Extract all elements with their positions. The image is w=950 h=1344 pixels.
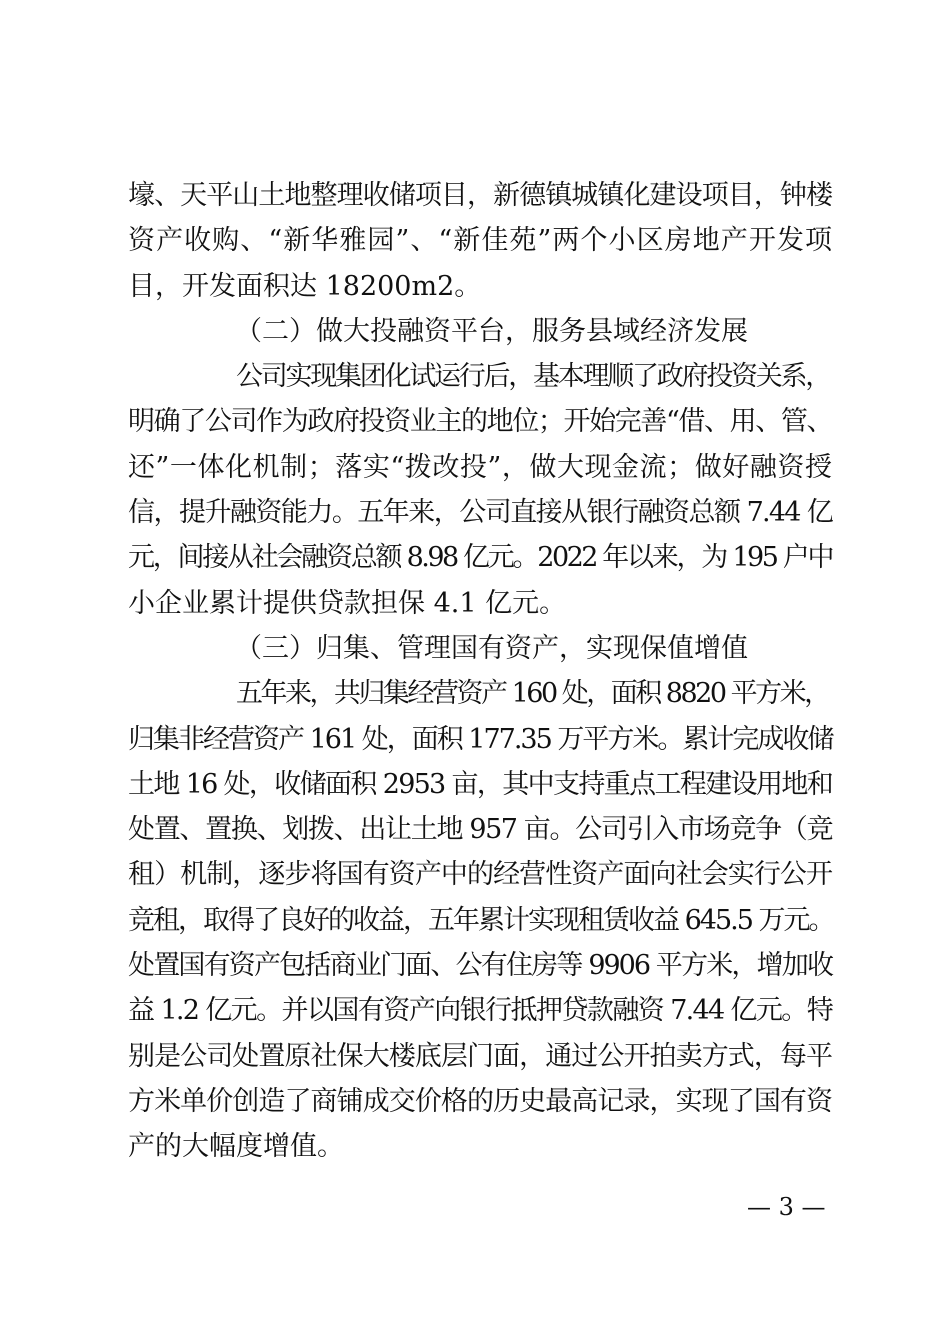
paragraph-line: 还”一体化机制；落实“拨改投”，做大现金流；做好融资授 (128, 451, 832, 483)
paragraph-line: 方米单价创造了商铺成交价格的历史最高记录，实现了国有资 (128, 1085, 832, 1117)
paragraph-line: 处置国有资产包括商业门面、公有住房等 9906 平方米，增加收 (128, 950, 832, 982)
paragraph-line: 别是公司处置原社保大楼底层门面，通过公开拍卖方式，每平 (128, 1040, 832, 1072)
page-number: — 3 — (747, 1193, 826, 1221)
paragraph-line: 明确了公司作为政府投资业主的地位；开始完善“借、用、管、 (128, 406, 832, 438)
paragraph-line: 元，间接从社会融资总额 8.98 亿元。2022 年以来，为 195 户中 (128, 542, 832, 574)
paragraph-line: 壕、天平山土地整理收储项目，新德镇城镇化建设项目，钟楼 (128, 180, 832, 211)
body-text (128, 173, 832, 1170)
paragraph-line: 小企业累计提供贷款担保 4.1 亿元。 (128, 587, 567, 619)
paragraph-line: 租）机制，逐步将国有资产中的经营性资产面向社会实行公开 (128, 859, 832, 891)
section-heading: （三）归集、管理国有资产，实现保值增值 (235, 632, 748, 664)
paragraph-line: 归集非经营资产 161 处，面积 177.35 万平方米。累计完成收储 (128, 723, 833, 755)
paragraph-line: 竞租，取得了良好的收益，五年累计实现租赁收益 645.5 万元。 (128, 904, 834, 936)
paragraph-line: 信，提升融资能力。五年来，公司直接从银行融资总额 7.44 亿 (128, 497, 832, 529)
paragraph-line: 资产收购、“新华雅园”、“新佳苑”两个小区房地产开发项 (128, 225, 832, 257)
paragraph-line: 土地 16 处，收储面积 2953 亩，其中支持重点工程建设用地和 (128, 768, 832, 800)
paragraph-line: 产的大幅度增值。 (128, 1131, 344, 1163)
paragraph-line: 目，开发面积达 18200m2。 (128, 270, 482, 302)
section-heading: （二）做大投融资平台，服务县域经济发展 (235, 315, 748, 347)
paragraph-line: 益 1.2 亿元。并以国有资产向银行抵押贷款融资 7.44 亿元。特 (128, 995, 832, 1027)
paragraph-line: 公司实现集团化试运行后，基本理顺了政府投资关系， (236, 361, 830, 393)
paragraph-line: 处置、置换、划拨、出让土地 957 亩。公司引入市场竞争（竞 (128, 814, 832, 846)
paragraph-line: 五年来，共归集经营资产 160 处，面积 8820 平方米， (236, 678, 829, 710)
